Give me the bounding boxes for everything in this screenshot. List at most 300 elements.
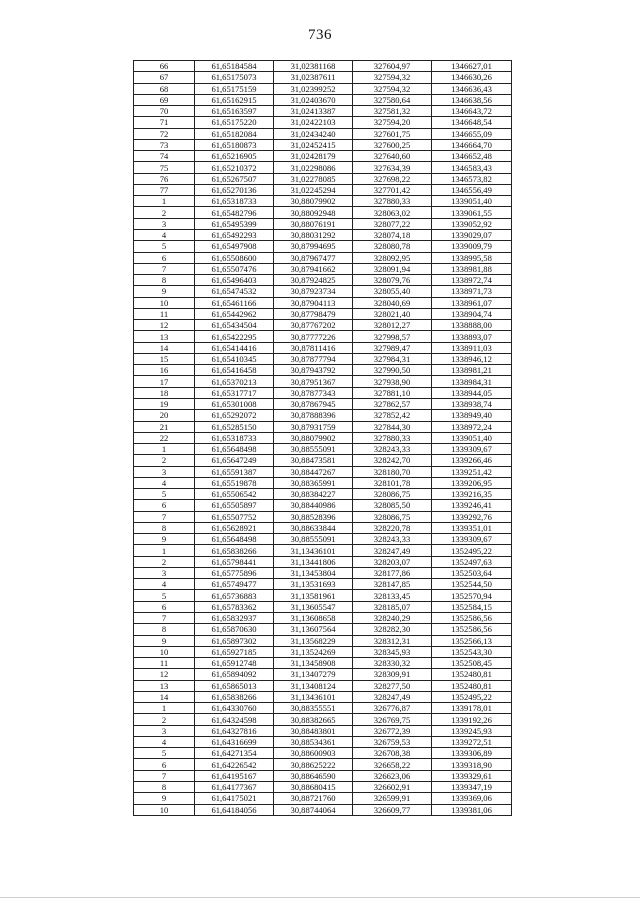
y-coordinate-cell: 1339369,06 bbox=[432, 793, 512, 804]
latitude-cell: 61,65442962 bbox=[195, 308, 274, 319]
y-coordinate-cell: 1339206,95 bbox=[432, 477, 512, 488]
latitude-cell: 61,65184584 bbox=[195, 61, 274, 72]
latitude-cell: 61,65838266 bbox=[195, 545, 274, 556]
table-row bbox=[134, 61, 512, 72]
point-number-cell: 72 bbox=[134, 128, 195, 139]
x-coordinate-cell: 326769,75 bbox=[353, 714, 432, 725]
y-coordinate-cell: 1339178,01 bbox=[432, 703, 512, 714]
table-row bbox=[134, 207, 512, 218]
y-coordinate-cell: 1346636,43 bbox=[432, 83, 512, 94]
latitude-cell: 61,65832937 bbox=[195, 613, 274, 624]
point-number-cell: 4 bbox=[134, 579, 195, 590]
longitude-cell: 30,87941662 bbox=[274, 263, 353, 274]
longitude-cell: 30,88600903 bbox=[274, 748, 353, 759]
longitude-cell: 31,02298086 bbox=[274, 162, 353, 173]
x-coordinate-cell: 328277,50 bbox=[353, 680, 432, 691]
y-coordinate-cell: 1339192,26 bbox=[432, 714, 512, 725]
y-coordinate-cell: 1339309,67 bbox=[432, 534, 512, 545]
point-number-cell: 14 bbox=[134, 691, 195, 702]
x-coordinate-cell: 328242,70 bbox=[353, 455, 432, 466]
table-row bbox=[134, 770, 512, 781]
y-coordinate-cell: 1338946,12 bbox=[432, 353, 512, 364]
y-coordinate-cell: 1339051,40 bbox=[432, 432, 512, 443]
longitude-cell: 30,87943792 bbox=[274, 365, 353, 376]
y-coordinate-cell: 1346556,49 bbox=[432, 184, 512, 195]
latitude-cell: 61,65180873 bbox=[195, 139, 274, 150]
table-row bbox=[134, 162, 512, 173]
y-coordinate-cell: 1338949,40 bbox=[432, 410, 512, 421]
x-coordinate-cell: 328247,49 bbox=[353, 691, 432, 702]
x-coordinate-cell: 328243,33 bbox=[353, 444, 432, 455]
longitude-cell: 31,02413387 bbox=[274, 106, 353, 117]
y-coordinate-cell: 1338904,74 bbox=[432, 308, 512, 319]
longitude-cell: 31,13605547 bbox=[274, 601, 353, 612]
table-row bbox=[134, 252, 512, 263]
y-coordinate-cell: 1338888,00 bbox=[432, 320, 512, 331]
point-number-cell: 9 bbox=[134, 793, 195, 804]
table-row bbox=[134, 342, 512, 353]
latitude-cell: 61,65497908 bbox=[195, 241, 274, 252]
y-coordinate-cell: 1338995,58 bbox=[432, 252, 512, 263]
longitude-cell: 30,87904113 bbox=[274, 297, 353, 308]
latitude-cell: 61,65927185 bbox=[195, 646, 274, 657]
longitude-cell: 30,88079902 bbox=[274, 196, 353, 207]
table-row bbox=[134, 534, 512, 545]
x-coordinate-cell: 327989,47 bbox=[353, 342, 432, 353]
table-row bbox=[134, 601, 512, 612]
longitude-cell: 30,88447267 bbox=[274, 466, 353, 477]
table-row bbox=[134, 444, 512, 455]
longitude-cell: 31,02434240 bbox=[274, 128, 353, 139]
longitude-cell: 30,88744064 bbox=[274, 804, 353, 815]
y-coordinate-cell: 1346638,56 bbox=[432, 94, 512, 105]
y-coordinate-cell: 1338944,05 bbox=[432, 387, 512, 398]
point-number-cell: 7 bbox=[134, 263, 195, 274]
y-coordinate-cell: 1346573,82 bbox=[432, 173, 512, 184]
latitude-cell: 61,65422295 bbox=[195, 331, 274, 342]
latitude-cell: 61,65416458 bbox=[195, 365, 274, 376]
x-coordinate-cell: 328086,75 bbox=[353, 511, 432, 522]
x-coordinate-cell: 326602,91 bbox=[353, 782, 432, 793]
x-coordinate-cell: 328101,78 bbox=[353, 477, 432, 488]
latitude-cell: 61,65775896 bbox=[195, 567, 274, 578]
longitude-cell: 31,13531693 bbox=[274, 579, 353, 590]
point-number-cell: 8 bbox=[134, 782, 195, 793]
table-row bbox=[134, 184, 512, 195]
y-coordinate-cell: 1352497,63 bbox=[432, 556, 512, 567]
longitude-cell: 31,13453804 bbox=[274, 567, 353, 578]
latitude-cell: 61,64177367 bbox=[195, 782, 274, 793]
y-coordinate-cell: 1339246,41 bbox=[432, 500, 512, 511]
x-coordinate-cell: 327601,75 bbox=[353, 128, 432, 139]
y-coordinate-cell: 1339009,79 bbox=[432, 241, 512, 252]
latitude-cell: 61,65285150 bbox=[195, 421, 274, 432]
longitude-cell: 31,02381168 bbox=[274, 61, 353, 72]
point-number-cell: 10 bbox=[134, 646, 195, 657]
point-number-cell: 22 bbox=[134, 432, 195, 443]
table-row bbox=[134, 579, 512, 590]
latitude-cell: 61,65507752 bbox=[195, 511, 274, 522]
latitude-cell: 61,65870630 bbox=[195, 624, 274, 635]
point-number-cell: 4 bbox=[134, 736, 195, 747]
x-coordinate-cell: 328282,30 bbox=[353, 624, 432, 635]
longitude-cell: 30,87967477 bbox=[274, 252, 353, 263]
point-number-cell: 2 bbox=[134, 207, 195, 218]
y-coordinate-cell: 1339272,51 bbox=[432, 736, 512, 747]
latitude-cell: 61,65414416 bbox=[195, 342, 274, 353]
table-row bbox=[134, 229, 512, 240]
table-row bbox=[134, 275, 512, 286]
longitude-cell: 30,87767202 bbox=[274, 320, 353, 331]
latitude-cell: 61,64330760 bbox=[195, 703, 274, 714]
x-coordinate-cell: 328177,86 bbox=[353, 567, 432, 578]
longitude-cell: 31,13436101 bbox=[274, 545, 353, 556]
point-number-cell: 9 bbox=[134, 286, 195, 297]
longitude-cell: 31,13608658 bbox=[274, 613, 353, 624]
y-coordinate-cell: 1352495,22 bbox=[432, 545, 512, 556]
table-row bbox=[134, 736, 512, 747]
latitude-cell: 61,65317717 bbox=[195, 387, 274, 398]
point-number-cell: 11 bbox=[134, 308, 195, 319]
x-coordinate-cell: 327634,39 bbox=[353, 162, 432, 173]
y-coordinate-cell: 1346664,70 bbox=[432, 139, 512, 150]
x-coordinate-cell: 326623,06 bbox=[353, 770, 432, 781]
longitude-cell: 30,87931759 bbox=[274, 421, 353, 432]
latitude-cell: 61,65506542 bbox=[195, 489, 274, 500]
x-coordinate-cell: 326776,87 bbox=[353, 703, 432, 714]
longitude-cell: 30,87798479 bbox=[274, 308, 353, 319]
y-coordinate-cell: 1338971,73 bbox=[432, 286, 512, 297]
longitude-cell: 31,13441806 bbox=[274, 556, 353, 567]
x-coordinate-cell: 327594,32 bbox=[353, 83, 432, 94]
x-coordinate-cell: 327984,31 bbox=[353, 353, 432, 364]
longitude-cell: 30,88031292 bbox=[274, 229, 353, 240]
y-coordinate-cell: 1339052,92 bbox=[432, 218, 512, 229]
x-coordinate-cell: 327938,90 bbox=[353, 376, 432, 387]
point-number-cell: 7 bbox=[134, 770, 195, 781]
y-coordinate-cell: 1338893,07 bbox=[432, 331, 512, 342]
point-number-cell: 8 bbox=[134, 522, 195, 533]
point-number-cell: 10 bbox=[134, 804, 195, 815]
longitude-cell: 30,88483801 bbox=[274, 725, 353, 736]
x-coordinate-cell: 328021,40 bbox=[353, 308, 432, 319]
longitude-cell: 30,88382665 bbox=[274, 714, 353, 725]
point-number-cell: 68 bbox=[134, 83, 195, 94]
point-number-cell: 17 bbox=[134, 376, 195, 387]
y-coordinate-cell: 1339351,01 bbox=[432, 522, 512, 533]
table-row bbox=[134, 793, 512, 804]
longitude-cell: 30,88721760 bbox=[274, 793, 353, 804]
x-coordinate-cell: 327604,97 bbox=[353, 61, 432, 72]
y-coordinate-cell: 1352480,81 bbox=[432, 680, 512, 691]
longitude-cell: 30,88555091 bbox=[274, 534, 353, 545]
latitude-cell: 61,65175159 bbox=[195, 83, 274, 94]
point-number-cell: 5 bbox=[134, 489, 195, 500]
table-row bbox=[134, 500, 512, 511]
longitude-cell: 31,13607564 bbox=[274, 624, 353, 635]
y-coordinate-cell: 1346655,09 bbox=[432, 128, 512, 139]
x-coordinate-cell: 328247,49 bbox=[353, 545, 432, 556]
longitude-cell: 31,13581961 bbox=[274, 590, 353, 601]
longitude-cell: 30,88365991 bbox=[274, 477, 353, 488]
y-coordinate-cell: 1339029,07 bbox=[432, 229, 512, 240]
longitude-cell: 30,88680415 bbox=[274, 782, 353, 793]
x-coordinate-cell: 327990,50 bbox=[353, 365, 432, 376]
point-number-cell: 4 bbox=[134, 229, 195, 240]
x-coordinate-cell: 326658,22 bbox=[353, 759, 432, 770]
point-number-cell: 9 bbox=[134, 635, 195, 646]
latitude-cell: 61,65216905 bbox=[195, 151, 274, 162]
table-row bbox=[134, 139, 512, 150]
latitude-cell: 61,65370213 bbox=[195, 376, 274, 387]
coordinates-table-body bbox=[134, 61, 512, 816]
point-number-cell: 5 bbox=[134, 241, 195, 252]
y-coordinate-cell: 1352503,64 bbox=[432, 567, 512, 578]
x-coordinate-cell: 326708,38 bbox=[353, 748, 432, 759]
latitude-cell: 61,65434504 bbox=[195, 320, 274, 331]
latitude-cell: 61,65647249 bbox=[195, 455, 274, 466]
longitude-cell: 31,13458908 bbox=[274, 658, 353, 669]
x-coordinate-cell: 328012,27 bbox=[353, 320, 432, 331]
x-coordinate-cell: 328055,40 bbox=[353, 286, 432, 297]
table-row bbox=[134, 522, 512, 533]
longitude-cell: 30,88440986 bbox=[274, 500, 353, 511]
point-number-cell: 14 bbox=[134, 342, 195, 353]
y-coordinate-cell: 1339309,67 bbox=[432, 444, 512, 455]
point-number-cell: 9 bbox=[134, 534, 195, 545]
latitude-cell: 61,65175220 bbox=[195, 117, 274, 128]
table-row bbox=[134, 263, 512, 274]
longitude-cell: 31,13436101 bbox=[274, 691, 353, 702]
point-number-cell: 1 bbox=[134, 545, 195, 556]
table-row bbox=[134, 376, 512, 387]
table-row bbox=[134, 173, 512, 184]
latitude-cell: 61,65318733 bbox=[195, 196, 274, 207]
y-coordinate-cell: 1346652,48 bbox=[432, 151, 512, 162]
y-coordinate-cell: 1339292,76 bbox=[432, 511, 512, 522]
point-number-cell: 16 bbox=[134, 365, 195, 376]
latitude-cell: 61,65292072 bbox=[195, 410, 274, 421]
latitude-cell: 61,65749477 bbox=[195, 579, 274, 590]
table-row bbox=[134, 308, 512, 319]
y-coordinate-cell: 1338972,24 bbox=[432, 421, 512, 432]
latitude-cell: 61,65301008 bbox=[195, 398, 274, 409]
longitude-cell: 31,02399252 bbox=[274, 83, 353, 94]
y-coordinate-cell: 1339329,61 bbox=[432, 770, 512, 781]
table-row bbox=[134, 353, 512, 364]
y-coordinate-cell: 1346648,54 bbox=[432, 117, 512, 128]
longitude-cell: 31,02403670 bbox=[274, 94, 353, 105]
point-number-cell: 15 bbox=[134, 353, 195, 364]
latitude-cell: 61,65482796 bbox=[195, 207, 274, 218]
longitude-cell: 30,87811416 bbox=[274, 342, 353, 353]
y-coordinate-cell: 1339347,19 bbox=[432, 782, 512, 793]
point-number-cell: 3 bbox=[134, 218, 195, 229]
point-number-cell: 67 bbox=[134, 72, 195, 83]
table-row bbox=[134, 331, 512, 342]
table-row bbox=[134, 241, 512, 252]
table-row bbox=[134, 286, 512, 297]
longitude-cell: 30,88076191 bbox=[274, 218, 353, 229]
point-number-cell: 11 bbox=[134, 658, 195, 669]
latitude-cell: 61,65474532 bbox=[195, 286, 274, 297]
y-coordinate-cell: 1339051,40 bbox=[432, 196, 512, 207]
table-row bbox=[134, 432, 512, 443]
latitude-cell: 61,65508600 bbox=[195, 252, 274, 263]
point-number-cell: 2 bbox=[134, 556, 195, 567]
x-coordinate-cell: 328309,91 bbox=[353, 669, 432, 680]
point-number-cell: 19 bbox=[134, 398, 195, 409]
longitude-cell: 30,88384227 bbox=[274, 489, 353, 500]
table-row bbox=[134, 297, 512, 308]
x-coordinate-cell: 328330,32 bbox=[353, 658, 432, 669]
point-number-cell: 75 bbox=[134, 162, 195, 173]
x-coordinate-cell: 327580,64 bbox=[353, 94, 432, 105]
x-coordinate-cell: 327844,30 bbox=[353, 421, 432, 432]
longitude-cell: 30,88625222 bbox=[274, 759, 353, 770]
latitude-cell: 61,65505897 bbox=[195, 500, 274, 511]
point-number-cell: 8 bbox=[134, 624, 195, 635]
latitude-cell: 61,65648498 bbox=[195, 444, 274, 455]
point-number-cell: 76 bbox=[134, 173, 195, 184]
x-coordinate-cell: 327862,57 bbox=[353, 398, 432, 409]
table-row bbox=[134, 365, 512, 376]
point-number-cell: 69 bbox=[134, 94, 195, 105]
latitude-cell: 61,64316699 bbox=[195, 736, 274, 747]
y-coordinate-cell: 1346630,26 bbox=[432, 72, 512, 83]
table-row bbox=[134, 398, 512, 409]
y-coordinate-cell: 1352584,15 bbox=[432, 601, 512, 612]
point-number-cell: 8 bbox=[134, 275, 195, 286]
x-coordinate-cell: 327998,57 bbox=[353, 331, 432, 342]
latitude-cell: 61,64327816 bbox=[195, 725, 274, 736]
table-row bbox=[134, 421, 512, 432]
table-row bbox=[134, 94, 512, 105]
table-row bbox=[134, 72, 512, 83]
point-number-cell: 5 bbox=[134, 590, 195, 601]
x-coordinate-cell: 327594,32 bbox=[353, 72, 432, 83]
longitude-cell: 30,87867945 bbox=[274, 398, 353, 409]
latitude-cell: 61,64184056 bbox=[195, 804, 274, 815]
table-row bbox=[134, 477, 512, 488]
x-coordinate-cell: 328220,78 bbox=[353, 522, 432, 533]
x-coordinate-cell: 327698,22 bbox=[353, 173, 432, 184]
table-row bbox=[134, 466, 512, 477]
longitude-cell: 30,88555091 bbox=[274, 444, 353, 455]
point-number-cell: 71 bbox=[134, 117, 195, 128]
latitude-cell: 61,65591387 bbox=[195, 466, 274, 477]
y-coordinate-cell: 1339381,06 bbox=[432, 804, 512, 815]
point-number-cell: 6 bbox=[134, 759, 195, 770]
y-coordinate-cell: 1352508,45 bbox=[432, 658, 512, 669]
point-number-cell: 1 bbox=[134, 196, 195, 207]
x-coordinate-cell: 328240,29 bbox=[353, 613, 432, 624]
latitude-cell: 61,65865013 bbox=[195, 680, 274, 691]
x-coordinate-cell: 327880,33 bbox=[353, 432, 432, 443]
point-number-cell: 10 bbox=[134, 297, 195, 308]
latitude-cell: 61,65628921 bbox=[195, 522, 274, 533]
point-number-cell: 13 bbox=[134, 680, 195, 691]
point-number-cell: 3 bbox=[134, 466, 195, 477]
latitude-cell: 61,65798441 bbox=[195, 556, 274, 567]
point-number-cell: 20 bbox=[134, 410, 195, 421]
longitude-cell: 30,87924825 bbox=[274, 275, 353, 286]
page-number: 736 bbox=[308, 27, 332, 43]
table-row bbox=[134, 646, 512, 657]
latitude-cell: 61,64271354 bbox=[195, 748, 274, 759]
table-row bbox=[134, 218, 512, 229]
point-number-cell: 73 bbox=[134, 139, 195, 150]
table-row bbox=[134, 624, 512, 635]
longitude-cell: 30,88633844 bbox=[274, 522, 353, 533]
longitude-cell: 30,88528396 bbox=[274, 511, 353, 522]
point-number-cell: 12 bbox=[134, 320, 195, 331]
latitude-cell: 61,65410345 bbox=[195, 353, 274, 364]
table-row bbox=[134, 151, 512, 162]
x-coordinate-cell: 326609,77 bbox=[353, 804, 432, 815]
y-coordinate-cell: 1346643,72 bbox=[432, 106, 512, 117]
x-coordinate-cell: 327880,33 bbox=[353, 196, 432, 207]
x-coordinate-cell: 328147,85 bbox=[353, 579, 432, 590]
latitude-cell: 61,65175073 bbox=[195, 72, 274, 83]
latitude-cell: 61,65507476 bbox=[195, 263, 274, 274]
latitude-cell: 61,65182084 bbox=[195, 128, 274, 139]
point-number-cell: 74 bbox=[134, 151, 195, 162]
table-row bbox=[134, 804, 512, 815]
table-row bbox=[134, 635, 512, 646]
y-coordinate-cell: 1352480,81 bbox=[432, 669, 512, 680]
x-coordinate-cell: 327594,20 bbox=[353, 117, 432, 128]
point-number-cell: 6 bbox=[134, 252, 195, 263]
table-row bbox=[134, 714, 512, 725]
x-coordinate-cell: 328063,02 bbox=[353, 207, 432, 218]
y-coordinate-cell: 1346583,43 bbox=[432, 162, 512, 173]
x-coordinate-cell: 327701,42 bbox=[353, 184, 432, 195]
y-coordinate-cell: 1352570,94 bbox=[432, 590, 512, 601]
x-coordinate-cell: 328091,94 bbox=[353, 263, 432, 274]
latitude-cell: 61,65267507 bbox=[195, 173, 274, 184]
y-coordinate-cell: 1338984,31 bbox=[432, 376, 512, 387]
x-coordinate-cell: 327581,32 bbox=[353, 106, 432, 117]
longitude-cell: 30,87877794 bbox=[274, 353, 353, 364]
y-coordinate-cell: 1338938,74 bbox=[432, 398, 512, 409]
latitude-cell: 61,65736883 bbox=[195, 590, 274, 601]
longitude-cell: 31,02452415 bbox=[274, 139, 353, 150]
y-coordinate-cell: 1352586,56 bbox=[432, 613, 512, 624]
longitude-cell: 31,13524269 bbox=[274, 646, 353, 657]
point-number-cell: 77 bbox=[134, 184, 195, 195]
latitude-cell: 61,65163597 bbox=[195, 106, 274, 117]
latitude-cell: 61,64226542 bbox=[195, 759, 274, 770]
x-coordinate-cell: 328180,70 bbox=[353, 466, 432, 477]
latitude-cell: 61,65897302 bbox=[195, 635, 274, 646]
page-bottom-rule bbox=[0, 897, 640, 898]
longitude-cell: 30,87994695 bbox=[274, 241, 353, 252]
point-number-cell: 4 bbox=[134, 477, 195, 488]
latitude-cell: 61,65519878 bbox=[195, 477, 274, 488]
x-coordinate-cell: 326772,39 bbox=[353, 725, 432, 736]
y-coordinate-cell: 1346627,01 bbox=[432, 61, 512, 72]
x-coordinate-cell: 327600,25 bbox=[353, 139, 432, 150]
longitude-cell: 31,02422103 bbox=[274, 117, 353, 128]
x-coordinate-cell: 327881,10 bbox=[353, 387, 432, 398]
latitude-cell: 61,65162915 bbox=[195, 94, 274, 105]
table-row bbox=[134, 545, 512, 556]
y-coordinate-cell: 1339251,42 bbox=[432, 466, 512, 477]
x-coordinate-cell: 328077,22 bbox=[353, 218, 432, 229]
latitude-cell: 61,65912748 bbox=[195, 658, 274, 669]
longitude-cell: 30,87777226 bbox=[274, 331, 353, 342]
